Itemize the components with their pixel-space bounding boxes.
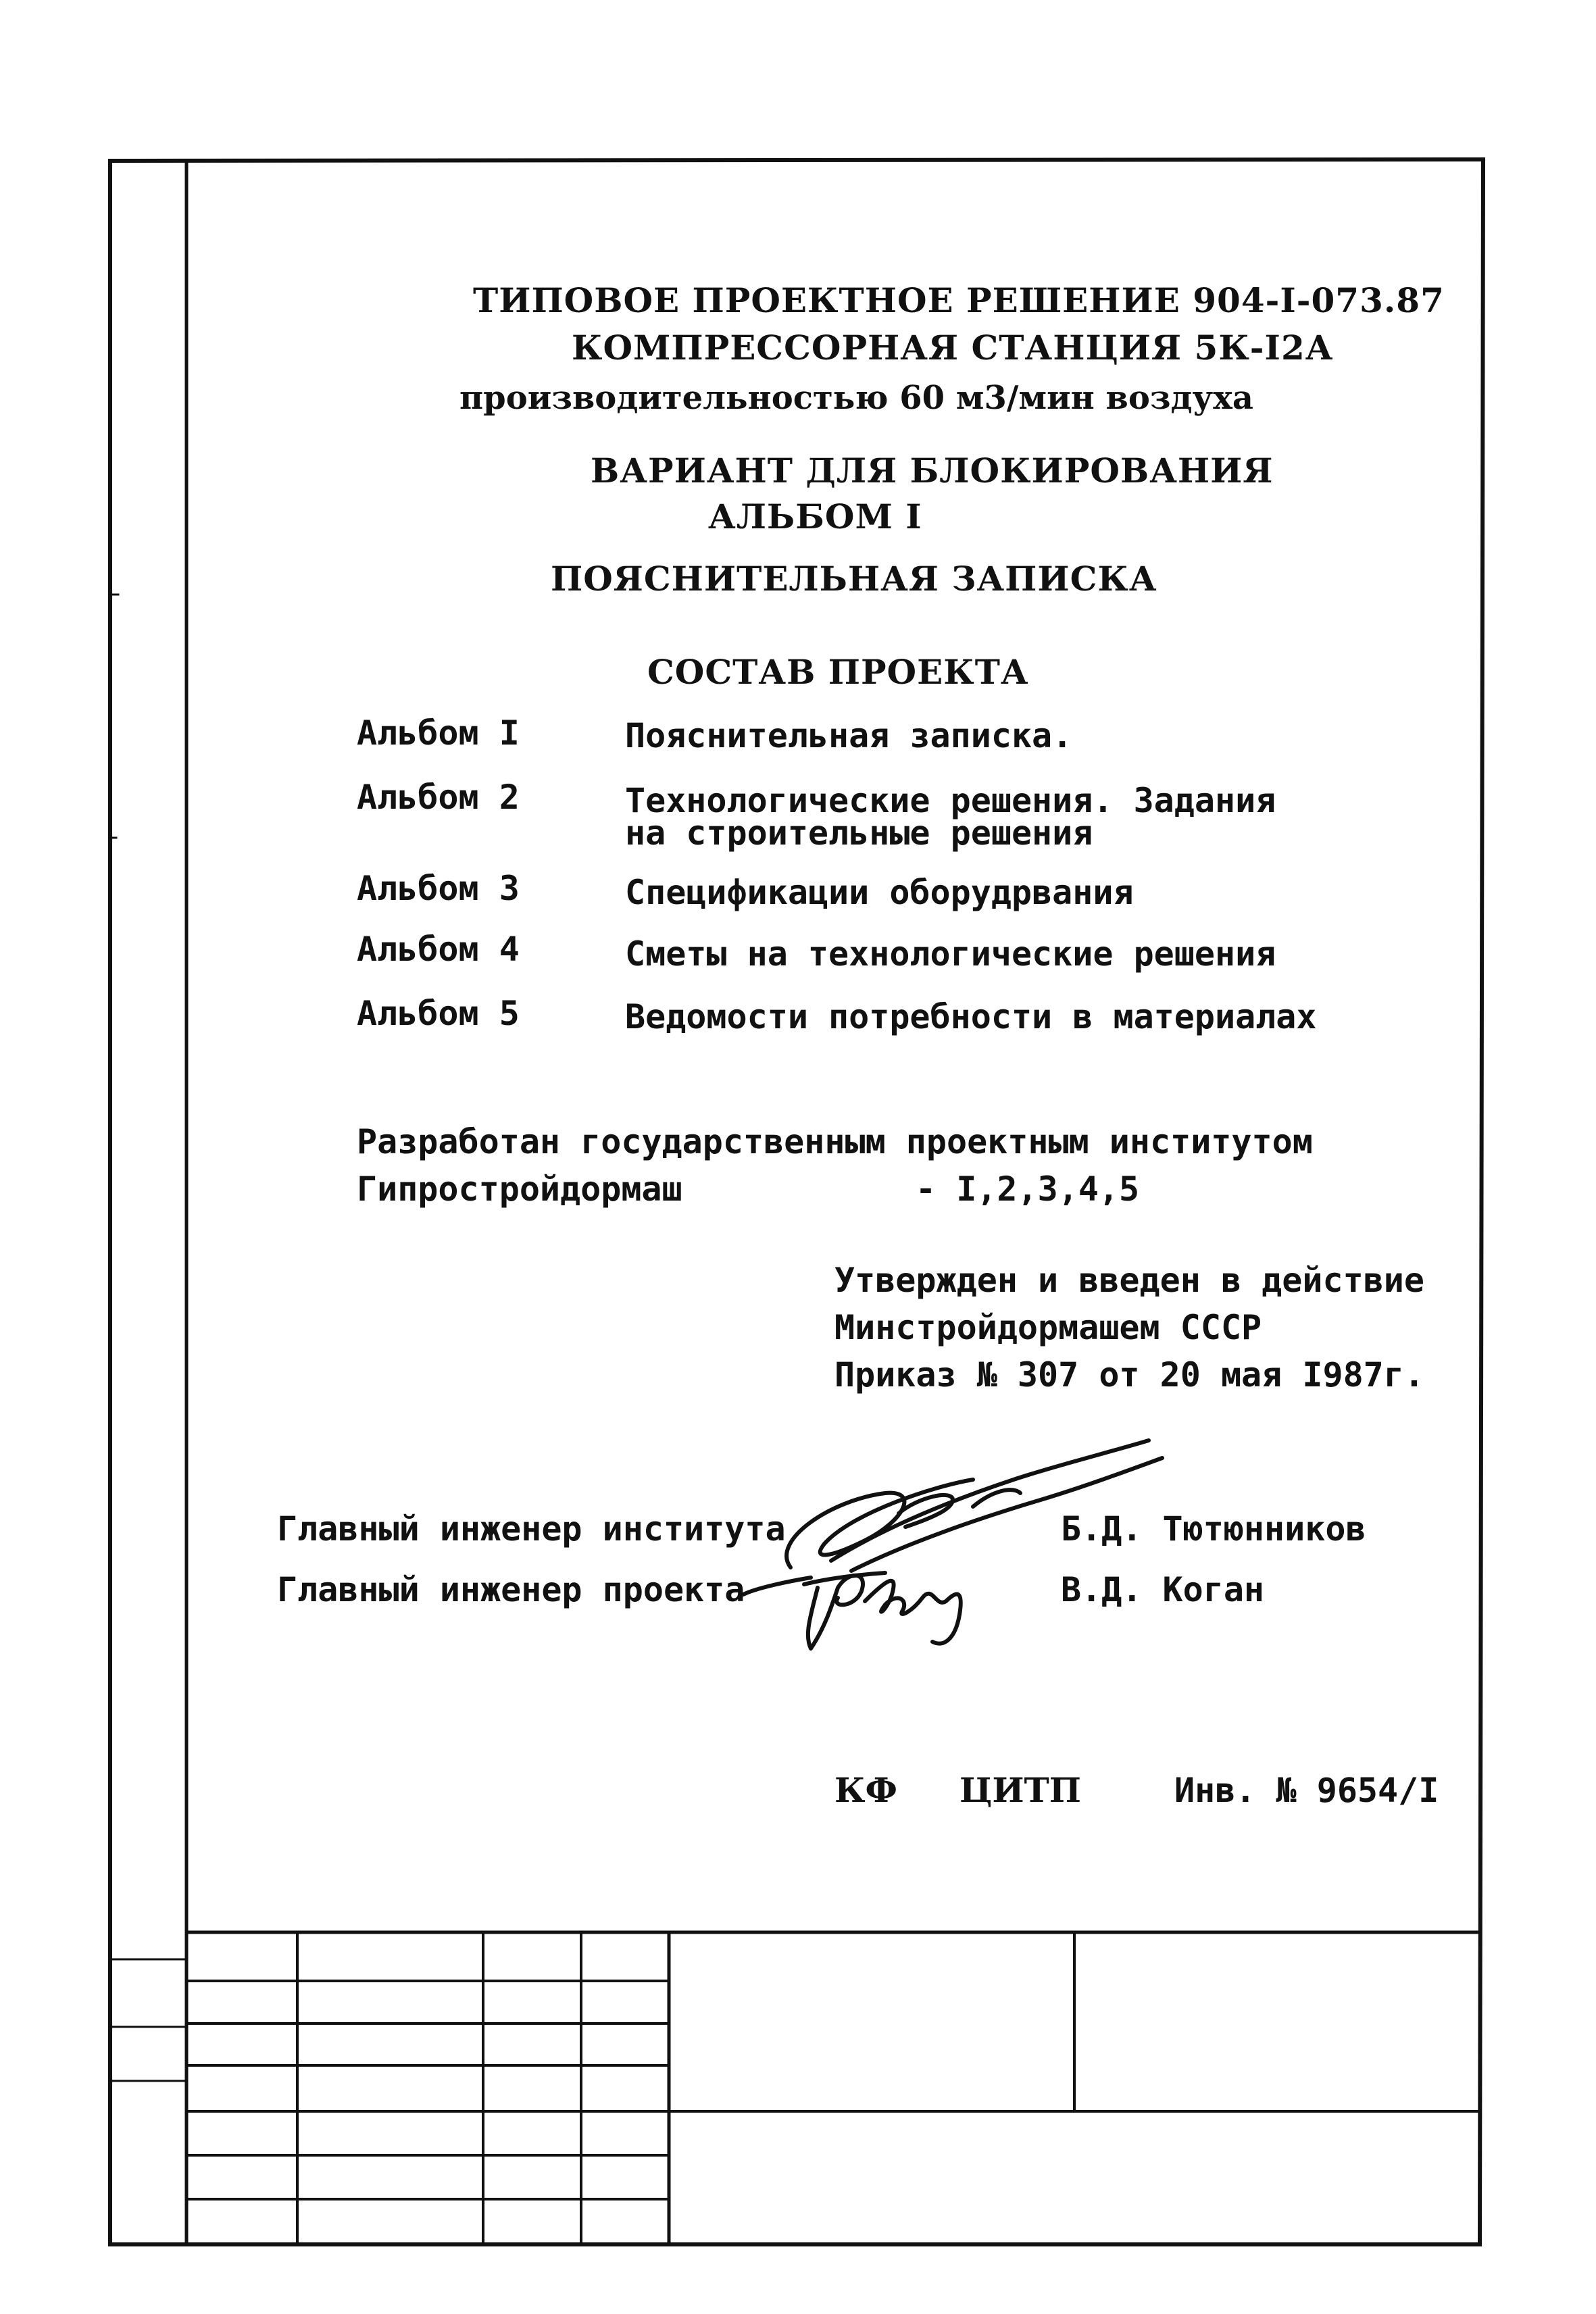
composition-album: Альбом I <box>357 713 520 753</box>
composition-desc: Ведомости потребности в материалах <box>625 997 1317 1036</box>
approval-line-3: Приказ № 307 от 20 мая I987г. <box>834 1355 1424 1394</box>
composition-album: Альбом 3 <box>357 869 520 908</box>
composition-album: Альбом 4 <box>357 930 520 969</box>
developer-albums: - I,2,3,4,5 <box>916 1169 1140 1209</box>
title-line-2: КОМПРЕССОРНАЯ СТАНЦИЯ 5К-I2А <box>572 328 1334 368</box>
album-line: АЛЬБОМ I <box>708 497 922 536</box>
composition-desc: Спецификации оборудрвания <box>625 873 1134 912</box>
footer-inventory: Инв. № 9654/I <box>1174 1771 1439 1810</box>
footer-kf: КФ <box>834 1770 897 1810</box>
developer-name: Гипростройдормаш <box>357 1169 682 1209</box>
approval-line-1: Утвержден и введен в действие <box>834 1261 1424 1300</box>
chief-institute-label: Главный инженер института <box>277 1509 786 1549</box>
composition-desc: Сметы на технологические решения <box>625 934 1276 974</box>
composition-album: Альбом 5 <box>357 994 520 1033</box>
handwritten-signatures <box>730 1426 1176 1655</box>
composition-desc: Пояснительная записка. <box>625 716 1073 755</box>
composition-desc: Технологические решения. Задания <box>625 781 1276 820</box>
title-line-3: производительностью 60 м3/мин воздуха <box>459 379 1253 417</box>
chief-institute-name: Б.Д. Тютюнников <box>1061 1509 1366 1549</box>
composition-album: Альбом 2 <box>357 778 520 817</box>
note-line: ПОЯСНИТЕЛЬНАЯ ЗАПИСКА <box>551 559 1157 599</box>
developer-line: Разработан государственным проектным институтом <box>357 1122 1313 1161</box>
chief-project-name: В.Д. Коган <box>1061 1570 1265 1609</box>
variant-line: ВАРИАНТ ДЛЯ БЛОКИРОВАНИЯ <box>591 451 1274 491</box>
composition-heading: СОСТАВ ПРОЕКТА <box>647 652 1029 692</box>
composition-desc-cont: на строительные решения <box>625 813 1093 853</box>
chief-project-label: Главный инженер проекта <box>277 1570 745 1609</box>
approval-line-2: Минстройдормашем СССР <box>834 1308 1262 1347</box>
footer-citp: ЦИТП <box>959 1770 1081 1810</box>
title-line-1: ТИПОВОЕ ПРОЕКТНОЕ РЕШЕНИЕ 904-I-073.87 <box>473 280 1445 320</box>
